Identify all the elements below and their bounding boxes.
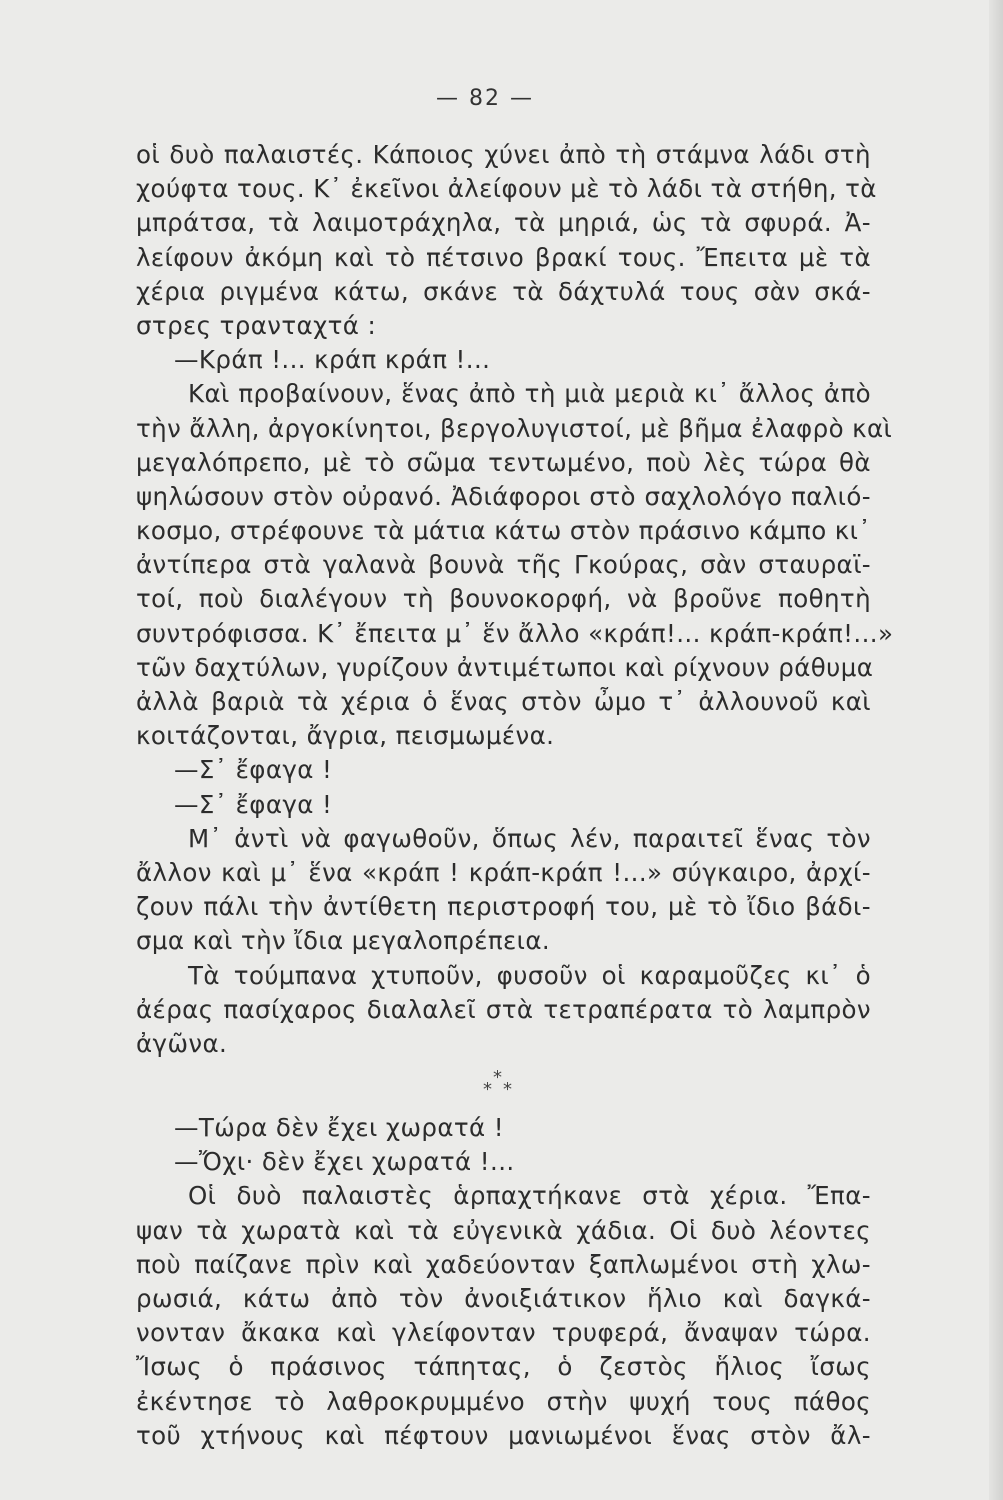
dialogue-line: —Σ᾽ ἔφαγα !	[174, 789, 333, 819]
text-line: ἄλλον καὶ μ᾽ ἕνα «κράπ ! κράπ-κράπ !...» σύγκαιρο, ἀρχί-	[136, 857, 871, 887]
asterisk: *	[483, 1079, 492, 1101]
text-line: ἀντίπερα στὰ γαλανὰ βουνὰ τῆς Γκούρας, σὰν σταυραϊ-	[136, 550, 871, 580]
page-number: — 82 —	[436, 86, 534, 111]
text-line: τοῦ χτήνους καὶ πέφτουν μανιωμένοι ἕνας στὸν ἄλ-	[136, 1420, 871, 1450]
text-line: Τὰ τούμπανα χτυποῦν, φυσοῦν οἱ καραμοῦζες κι᾽ ὁ	[188, 960, 871, 990]
text-line: ζουν πάλι τὴν ἀντίθετη περιστροφή του, μὲ τὸ ἴδιο βάδι-	[136, 892, 871, 922]
dialogue-line: —Ὄχι· δὲν ἔχει χωρατά !...	[174, 1147, 515, 1177]
text-line: συντρόφισσα. Κ᾽ ἔπειτα μ᾽ ἕν ἄλλο «κράπ!... κράπ-κράπ!...»	[136, 618, 894, 648]
text-line: μεγαλόπρεπο, μὲ τὸ σῶμα τεντωμένο, ποὺ λὲς τώρα θὰ	[136, 447, 871, 477]
section-separator	[136, 1061, 871, 1111]
text-line: τοί, ποὺ διαλέγουν τὴ βουνοκορφή, νὰ βροῦνε ποθητὴ	[136, 584, 871, 614]
asterisk: *	[493, 1067, 502, 1089]
text-line: ρωσιά, κάτω ἀπὸ τὸν ἀνοιξιάτικον ἥλιο καὶ δαγκά-	[136, 1284, 871, 1313]
dialogue-line: —Σ᾽ ἔφαγα !	[174, 755, 333, 785]
text-line: κοιτάζονται, ἄγρια, πεισμωμένα.	[136, 721, 555, 751]
text-line: Καὶ προβαίνουν, ἕνας ἀπὸ τὴ μιὰ μεριὰ κι᾽ ἄλλος ἀπὸ	[188, 379, 871, 409]
text-line: Μ᾽ ἀντὶ νὰ φαγωθοῦν, ὅπως λέν, παραιτεῖ ἕνας τὸν	[188, 823, 871, 853]
text-line: σμα καὶ τὴν ἴδια μεγαλοπρέπεια.	[136, 926, 551, 956]
text-line: τῶν δαχτύλων, γυρίζουν ἀντιμέτωποι καὶ ρίχνουν ράθυμα	[136, 652, 874, 682]
text-line: μπράτσα, τὰ λαιμοτράχηλα, τὰ μηριά, ὡς τὰ σφυρά. Ἀ-	[136, 208, 871, 238]
text-line: ἀλλὰ βαριὰ τὰ χέρια ὁ ἕνας στὸν ὦμο τ᾽ ἀλλουνοῦ καὶ	[136, 687, 871, 716]
text-line: λείφουν ἀκόμη καὶ τὸ πέτσινο βρακί τους. Ἔπειτα μὲ τὰ	[136, 242, 871, 272]
text-line: χούφτα τους. Κ᾽ ἐκεῖνοι ἀλείφουν μὲ τὸ λάδι τὰ στήθη, τὰ	[136, 174, 877, 204]
dialogue-line: —Κράπ !... κράπ κράπ !...	[174, 345, 491, 375]
page-text	[136, 138, 894, 1453]
asterisk: *	[503, 1079, 512, 1101]
page-gutter	[989, 0, 1003, 1500]
text-line: κοσμο, στρέφουνε τὰ μάτια κάτω στὸν πράσινο κάμπο κι᾽	[136, 516, 871, 546]
text-line: ψαν τὰ χωρατὰ καὶ τὰ εὐγενικὰ χάδια. Οἱ δυὸ λέοντες	[136, 1215, 871, 1245]
text-line: οἱ δυὸ παλαιστές. Κάποιος χύνει ἀπὸ τὴ στάμνα λάδι στὴ	[136, 140, 871, 169]
text-line: ἐκέντησε τὸ λαθροκρυμμένο στὴν ψυχή τους πάθος	[136, 1386, 871, 1416]
text-line: νονταν ἄκακα καὶ γλείφονταν τρυφερά, ἄναψαν τώρα.	[136, 1318, 871, 1348]
text-line: ψηλώσουν στὸν οὐρανό. Ἀδιάφοροι στὸ σαχλολόγο παλιό-	[136, 481, 871, 511]
text-line: χέρια ριγμένα κάτω, σκάνε τὰ δάχτυλά τους σὰν σκά-	[136, 276, 871, 306]
text-line: Ἴσως ὁ πράσινος τάπητας, ὁ ζεστὸς ἥλιος ἴσως	[136, 1352, 871, 1382]
dialogue-line: —Τώρα δὲν ἔχει χωρατά !	[174, 1113, 504, 1143]
text-line: Οἱ δυὸ παλαιστὲς ἁρπαχτήκανε στὰ χέρια. Ἔπα-	[188, 1181, 871, 1211]
text-line: στρες τρανταχτά :	[136, 310, 377, 340]
text-line: τὴν ἄλλη, ἀργοκίνητοι, βεργολυγιστοί, μὲ βῆμα ἐλαφρὸ καὶ	[136, 413, 893, 443]
text-line: ποὺ παίζανε πρὶν καὶ χαδεύονταν ξαπλωμένοι στὴ χλω-	[136, 1249, 871, 1279]
text-line: ἀγῶνα.	[136, 1028, 228, 1058]
text-line: ἀέρας πασίχαρος διαλαλεῖ στὰ τετραπέρατα τὸ λαμπρὸν	[136, 994, 871, 1024]
